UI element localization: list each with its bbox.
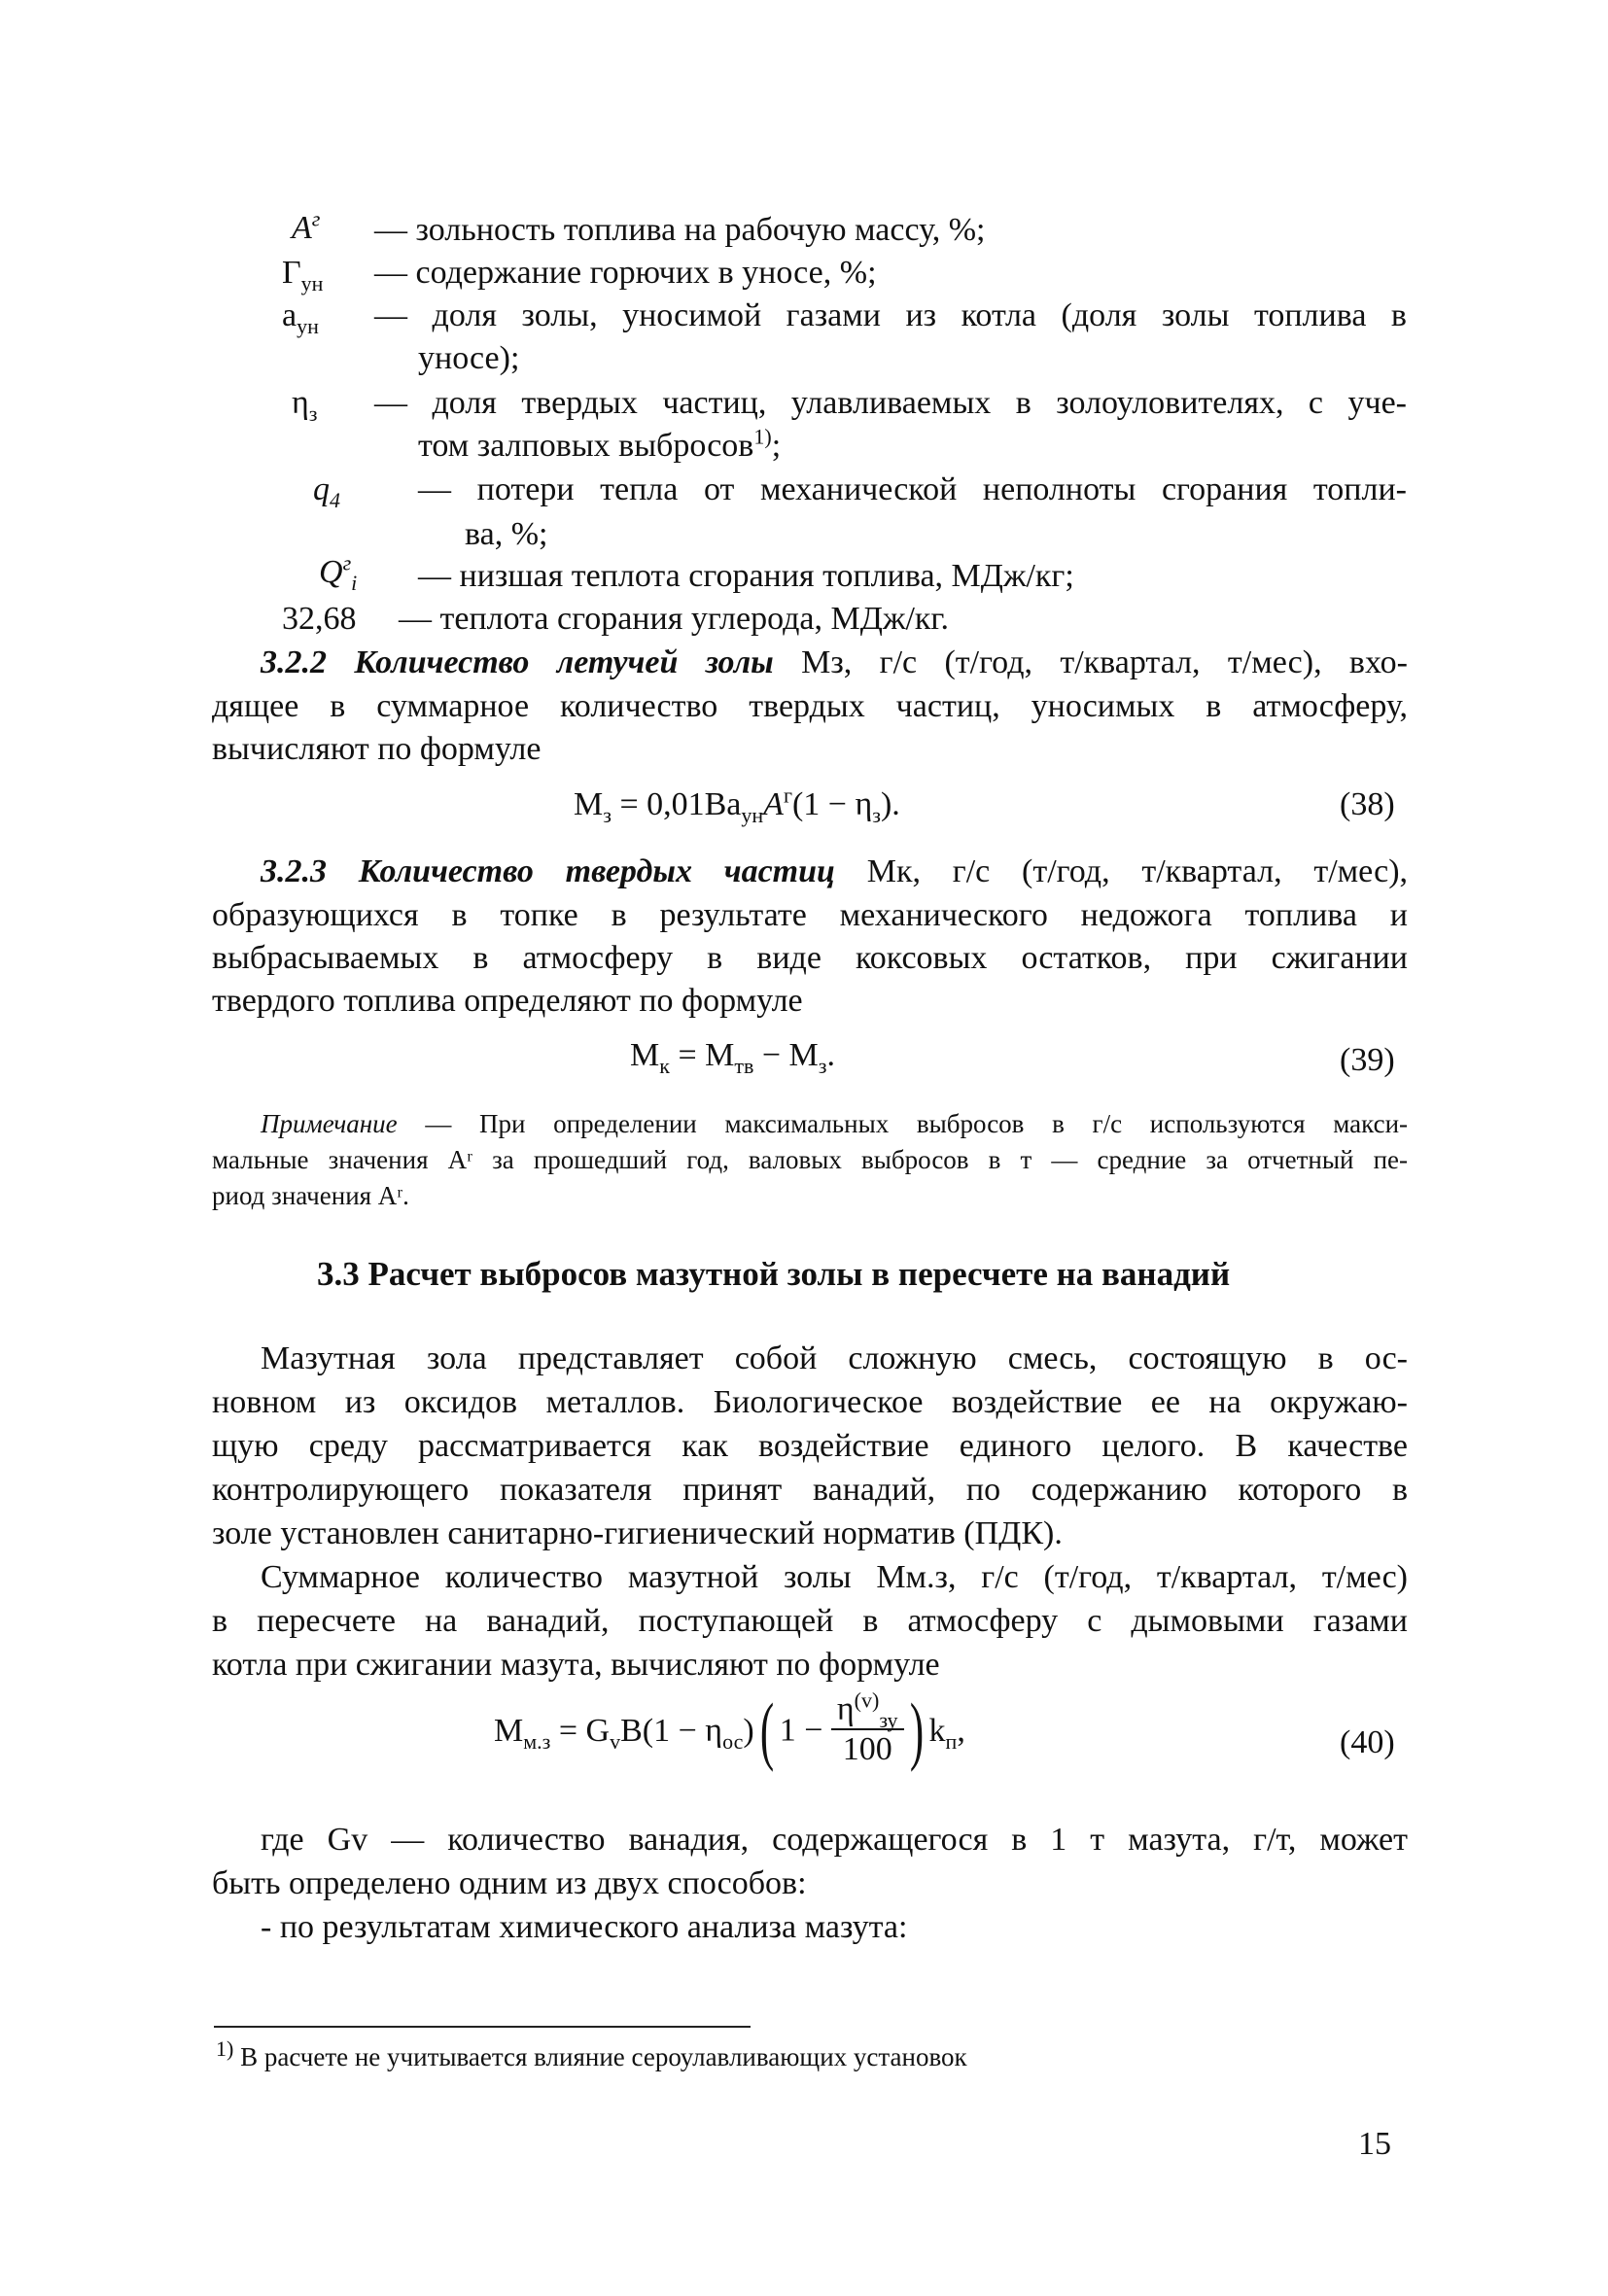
def-symbol-ash-fraction: $a_{ун}$ (282, 297, 319, 338)
def-text-qr: — низшая теплота сгорания топлива, МДж/кг; (418, 558, 1074, 594)
def-text-q4-2: ва, %; (465, 516, 548, 552)
s323-line3: выбрасываемых в атмосферу в виде коксовых остатков, при сжигании (212, 940, 1408, 976)
eq-number-38: (38) (1340, 786, 1395, 822)
def-text-capture-2-end: ; (771, 428, 782, 464)
s323-line1 (261, 850, 1408, 893)
s322-line2: дящее в суммарное количество твердых частиц, уносимых в атмосферу, (212, 688, 1408, 724)
where-line3: - по результатам химического анализа мазута: (261, 1909, 908, 1945)
def-text-capture-2 (418, 424, 781, 468)
where-line2: быть определено одним из двух способов: (212, 1865, 807, 1901)
note-line2: мальные значения Aʳ за прошедший год, валовых выбросов в т — средние за отчетный пе- (212, 1145, 1408, 1174)
s323-line1-rest: Мк, г/с (т/год, т/квартал, т/мес), (866, 853, 1409, 889)
def-text-ash-fraction-1: — доля золы, уносимой газами из котла (доля золы топлива в (374, 297, 1407, 333)
p1-line5: золе установлен санитарно-гигиенический норматив (ПДК). (212, 1515, 1063, 1551)
s322-line3: вычисляют по формуле (212, 731, 542, 767)
s322-number: 3.2.2 (261, 644, 327, 680)
eq-number-40: (40) (1340, 1724, 1395, 1760)
formula-39: $М_к = М_{тв} - М_з$. (630, 1037, 835, 1078)
def-text-ash-fraction-2: уносе); (418, 340, 520, 376)
def-text-capture-1: — доля твердых частиц, улавливаемых в золоуловителях, с уче- (374, 385, 1407, 421)
def-text-carbon: — теплота сгорания углерода, МДж/кг. (399, 601, 950, 637)
def-text-q4-1: — потери тепла от механической неполноты сгорания топли- (418, 471, 1407, 507)
s322-line1-rest: Мз, г/с (т/год, т/квартал, т/мес), вхо- (801, 644, 1409, 680)
p2-line3: котла при сжигании мазута, вычисляют по формуле (212, 1647, 940, 1683)
s323-number: 3.2.3 (261, 853, 327, 889)
footnote-text: В расчете не учитывается влияние сероулавливающих установок (240, 2042, 967, 2071)
note-line1-text: — При определении максимальных выбросов в г/с используются макси- (425, 1109, 1409, 1138)
eq-number-39: (39) (1340, 1042, 1395, 1078)
formula-40: $М_{м.з} = G_vB(1 - \eta_{ос})$( 1 − $\frac{\eta^{(v)}_{зу}}{100}$ ) $k_п$, (494, 1687, 965, 1772)
p1-line1: Мазутная зола представляет собой сложную смесь, состоящую в ос- (261, 1340, 1408, 1376)
note-line1 (261, 1106, 1408, 1142)
def-symbol-capture: $\eta_з$ (292, 385, 318, 426)
note-label: Примечание (261, 1109, 398, 1138)
def-symbol-q4: $q_4$ (313, 471, 340, 512)
def-symbol-qr: $Q^г_i$ (319, 550, 358, 595)
formula-38: $М_з = 0,01Ва_{ун}A^г(1 - \eta_з)$. (574, 783, 900, 827)
def-symbol-ash: $A^г$ (292, 206, 321, 246)
def-text-combustibles: — содержание горючих в уносе, %; (374, 255, 877, 291)
footnote-divider (214, 2026, 751, 2028)
p2-line2: в пересчете на ванадий, поступающей в атмосферу с дымовыми газами (212, 1603, 1408, 1639)
p2-line1: Суммарное количество мазутной золы Мм.з, г/с (т/год, т/квартал, т/мес) (261, 1559, 1408, 1595)
def-text-ash: — зольность топлива на рабочую массу, %; (374, 212, 986, 248)
def-text-capture-2-main: том залповых выбросов (418, 428, 754, 464)
page-number: 15 (1358, 2126, 1391, 2162)
footnote (216, 2036, 967, 2075)
def-symbol-combustibles: $Г_{ун}$ (282, 255, 324, 296)
footnote-ref: 1) (753, 424, 772, 449)
p1-line2: новном из оксидов металлов. Биологическое воздействие ее на окружаю- (212, 1384, 1408, 1420)
p1-line3: щую среду рассматривается как воздействие единого целого. В качестве (212, 1428, 1408, 1464)
p1-line4: контролирующего показателя принят ванадий, по содержанию которого в (212, 1472, 1408, 1508)
section-heading: 3.3 Расчет выбросов мазутной золы в пересчете на ванадий (317, 1255, 1231, 1293)
def-symbol-carbon: 32,68 (282, 601, 357, 637)
where-line1: где Gv — количество ванадия, содержащегося в 1 т мазута, г/т, может (261, 1822, 1408, 1858)
s323-title: Количество твердых частиц (358, 853, 835, 889)
note-line3: риод значения Aʳ. (212, 1181, 409, 1210)
footnote-mark: 1) (216, 2036, 234, 2061)
s323-line4: твердого топлива определяют по формуле (212, 983, 803, 1019)
s322-title: Количество летучей золы (354, 644, 774, 680)
s322-line1 (261, 641, 1408, 684)
s323-line2: образующихся в топке в результате механического недожога топлива и (212, 897, 1408, 933)
